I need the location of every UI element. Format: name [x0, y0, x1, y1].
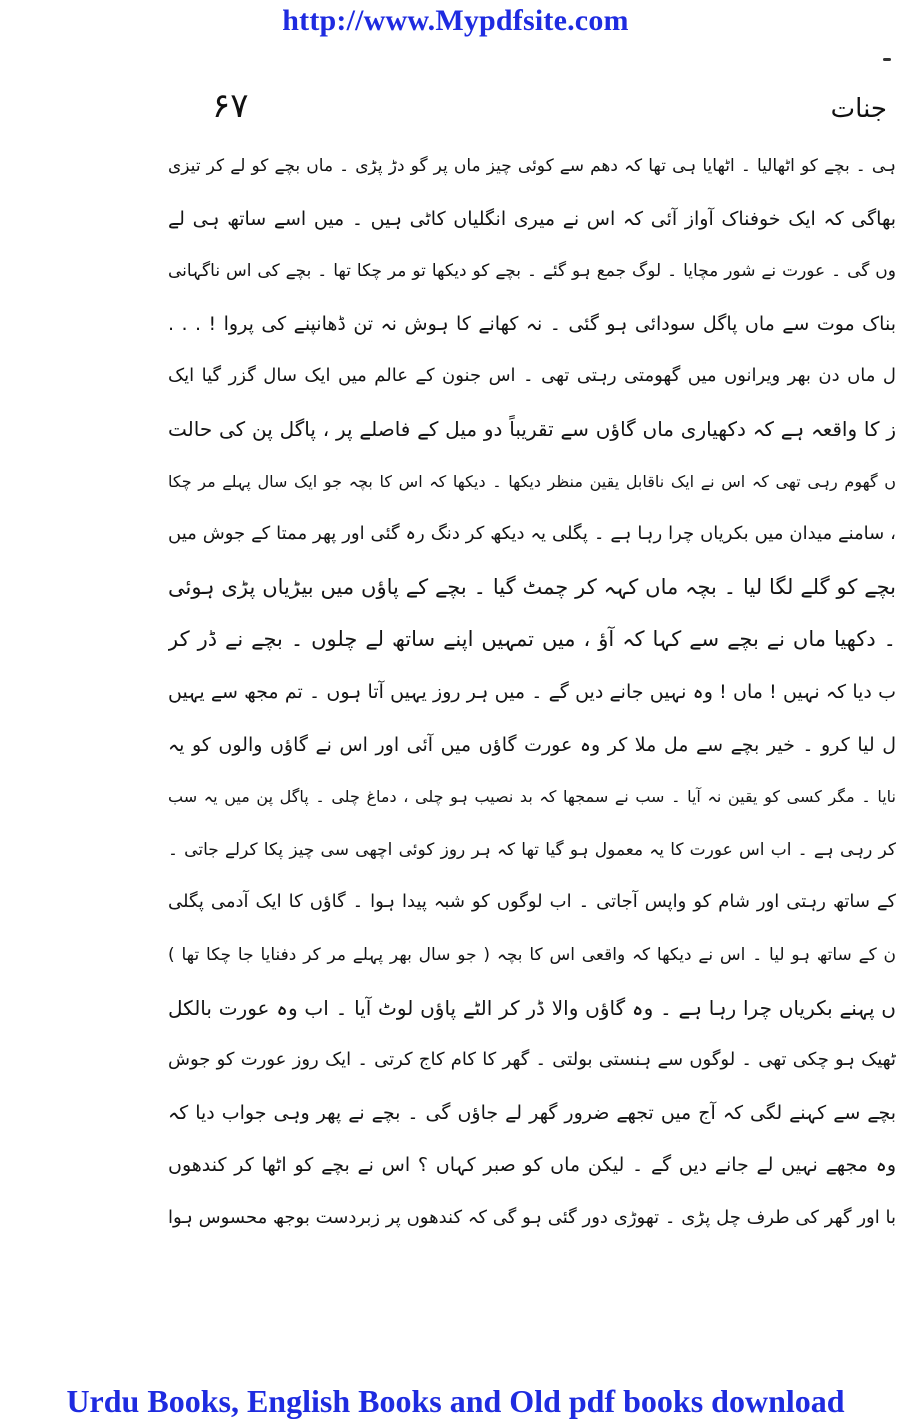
site-url-link[interactable]: http://www.Mypdfsite.com: [282, 4, 629, 37]
text-line: وہ مجھے نہیں لے جانے دیں گے ۔ لیکن ماں کو صبر کہاں ؟ اس نے بچے کو اٹھا کر کندھوں: [168, 1154, 896, 1177]
page-body-text: [168, 140, 896, 1244]
text-line: ز کا واقعہ ہے کہ دکھیاری ماں گاؤں سے تقریباً دو میل کے فاصلے پر ، پاگل پن کی حالت: [168, 416, 896, 441]
text-line: بچے کو گلے لگا لیا ۔ بچہ ماں کہہ کر چمٹ گیا ۔ بچے کے پاؤں میں بیڑیاں پڑی ہوئی: [168, 574, 896, 599]
text-line: کر رہی ہے ۔ اب اس عورت کا یہ معمول ہو گیا تھا کہ ہر روز کوئی اچھی سی چیز پکا کرلے جاتی ۔: [168, 839, 896, 860]
text-line: بچے سے کہنے لگی کہ آج میں تجھے ضرور گھر لے جاؤں گی ۔ بچے نے پھر وہی جواب دیا کہ: [168, 1101, 896, 1124]
text-line: کے ساتھ رہتی اور شام کو واپس آجاتی ۔ اب لوگوں کو شبہ پیدا ہوا ۔ گاؤں کا ایک آدمی پگلی: [168, 891, 896, 913]
text-line: نایا ۔ مگر کسی کو یقین نہ آیا ۔ سب نے سمجھا کہ بد نصیب ہو چلی ، دماغ چلی ۔ پاگل پن میں یہ سب: [168, 787, 896, 807]
text-line: وں گی ۔ عورت نے شور مچایا ۔ لوگ جمع ہو گئے ۔ بچے کو دیکھا تو مر چکا تھا ۔ بچے کی اس ناگہانی: [168, 261, 896, 282]
text-line: ن کے ساتھ ہو لیا ۔ اس نے دیکھا کہ واقعی اس کا بچہ ( جو سال بھر پہلے مر کر دفنایا جا چکا تھا ): [168, 944, 896, 965]
text-line: با اور گھر کی طرف چل پڑی ۔ تھوڑی دور گئی ہو گی کہ کندھوں پر زبردست بوجھ محسوس ہوا: [168, 1206, 896, 1228]
text-line: ۔ دکھیا ماں نے بچے سے کہا کہ آؤ ، میں تمہیں اپنے ساتھ لے چلوں ۔ بچے نے ڈر کر: [168, 627, 896, 652]
page-number: ۶۷: [212, 86, 249, 126]
text-line: ں گھوم رہی تھی کہ اس نے ایک ناقابل یقین منظر دیکھا ۔ دیکھا کہ اس کا بچہ جو ایک سال پہلے مر چکا: [168, 471, 896, 491]
text-line: ٹھیک ہو چکی تھی ۔ لوگوں سے ہنستی بولتی ۔ گھر کا کام کاج کرتی ۔ ایک روز عورت کو جوش: [168, 1049, 896, 1071]
text-line: ہی ۔ بچے کو اٹھالیا ۔ اٹھایا ہی تھا کہ دھم سے کوئی چیز ماں پر گو دڑ پڑی ۔ ماں بچے کو لے کر تیزی: [168, 156, 896, 176]
text-line: بھاگی کہ ایک خوفناک آواز آئی کہ اس نے میری انگلیاں کاٹی ہیں ۔ میں اسے ساتھ ہی لے: [168, 207, 896, 230]
text-line: ل ماں دن بھر ویرانوں میں گھومتی رہتی تھی ۔ اس جنون کے عالم میں ایک سال گزر گیا ایک: [168, 365, 896, 387]
text-line: ل لیا کرو ۔ خیر بچے سے مل ملا کر وہ عورت گاؤں میں آئی اور اس نے گاؤں والوں کو یہ: [168, 733, 896, 756]
text-line: بناک موت سے ماں پاگل سودائی ہو گئی ۔ نہ کھانے کا ہوش نہ تن ڈھانپنے کی پروا ! . . .: [168, 312, 896, 335]
text-line: ب دیا کہ نہیں ! ماں ! وہ نہیں جانے دیں گے ۔ میں ہر روز یہیں آتا ہوں ۔ تم مجھ سے یہیں: [168, 680, 896, 703]
footer-banner-text: Urdu Books, English Books and Old pdf books download: [66, 1383, 845, 1419]
text-line: ، سامنے میدان میں بکریاں چرا رہا ہے ۔ پگلی یہ دیکھ کر دنگ رہ گئی اور پھر ممتا کے جوش میں: [168, 523, 896, 545]
ink-mark: [883, 58, 891, 61]
running-title: جنات: [830, 94, 887, 124]
text-line: ں پہنے بکریاں چرا رہا ہے ۔ وہ گاؤں والا ڈر کر الٹے پاؤں لوٹ آیا ۔ اب وہ عورت بالکل: [168, 995, 896, 1020]
